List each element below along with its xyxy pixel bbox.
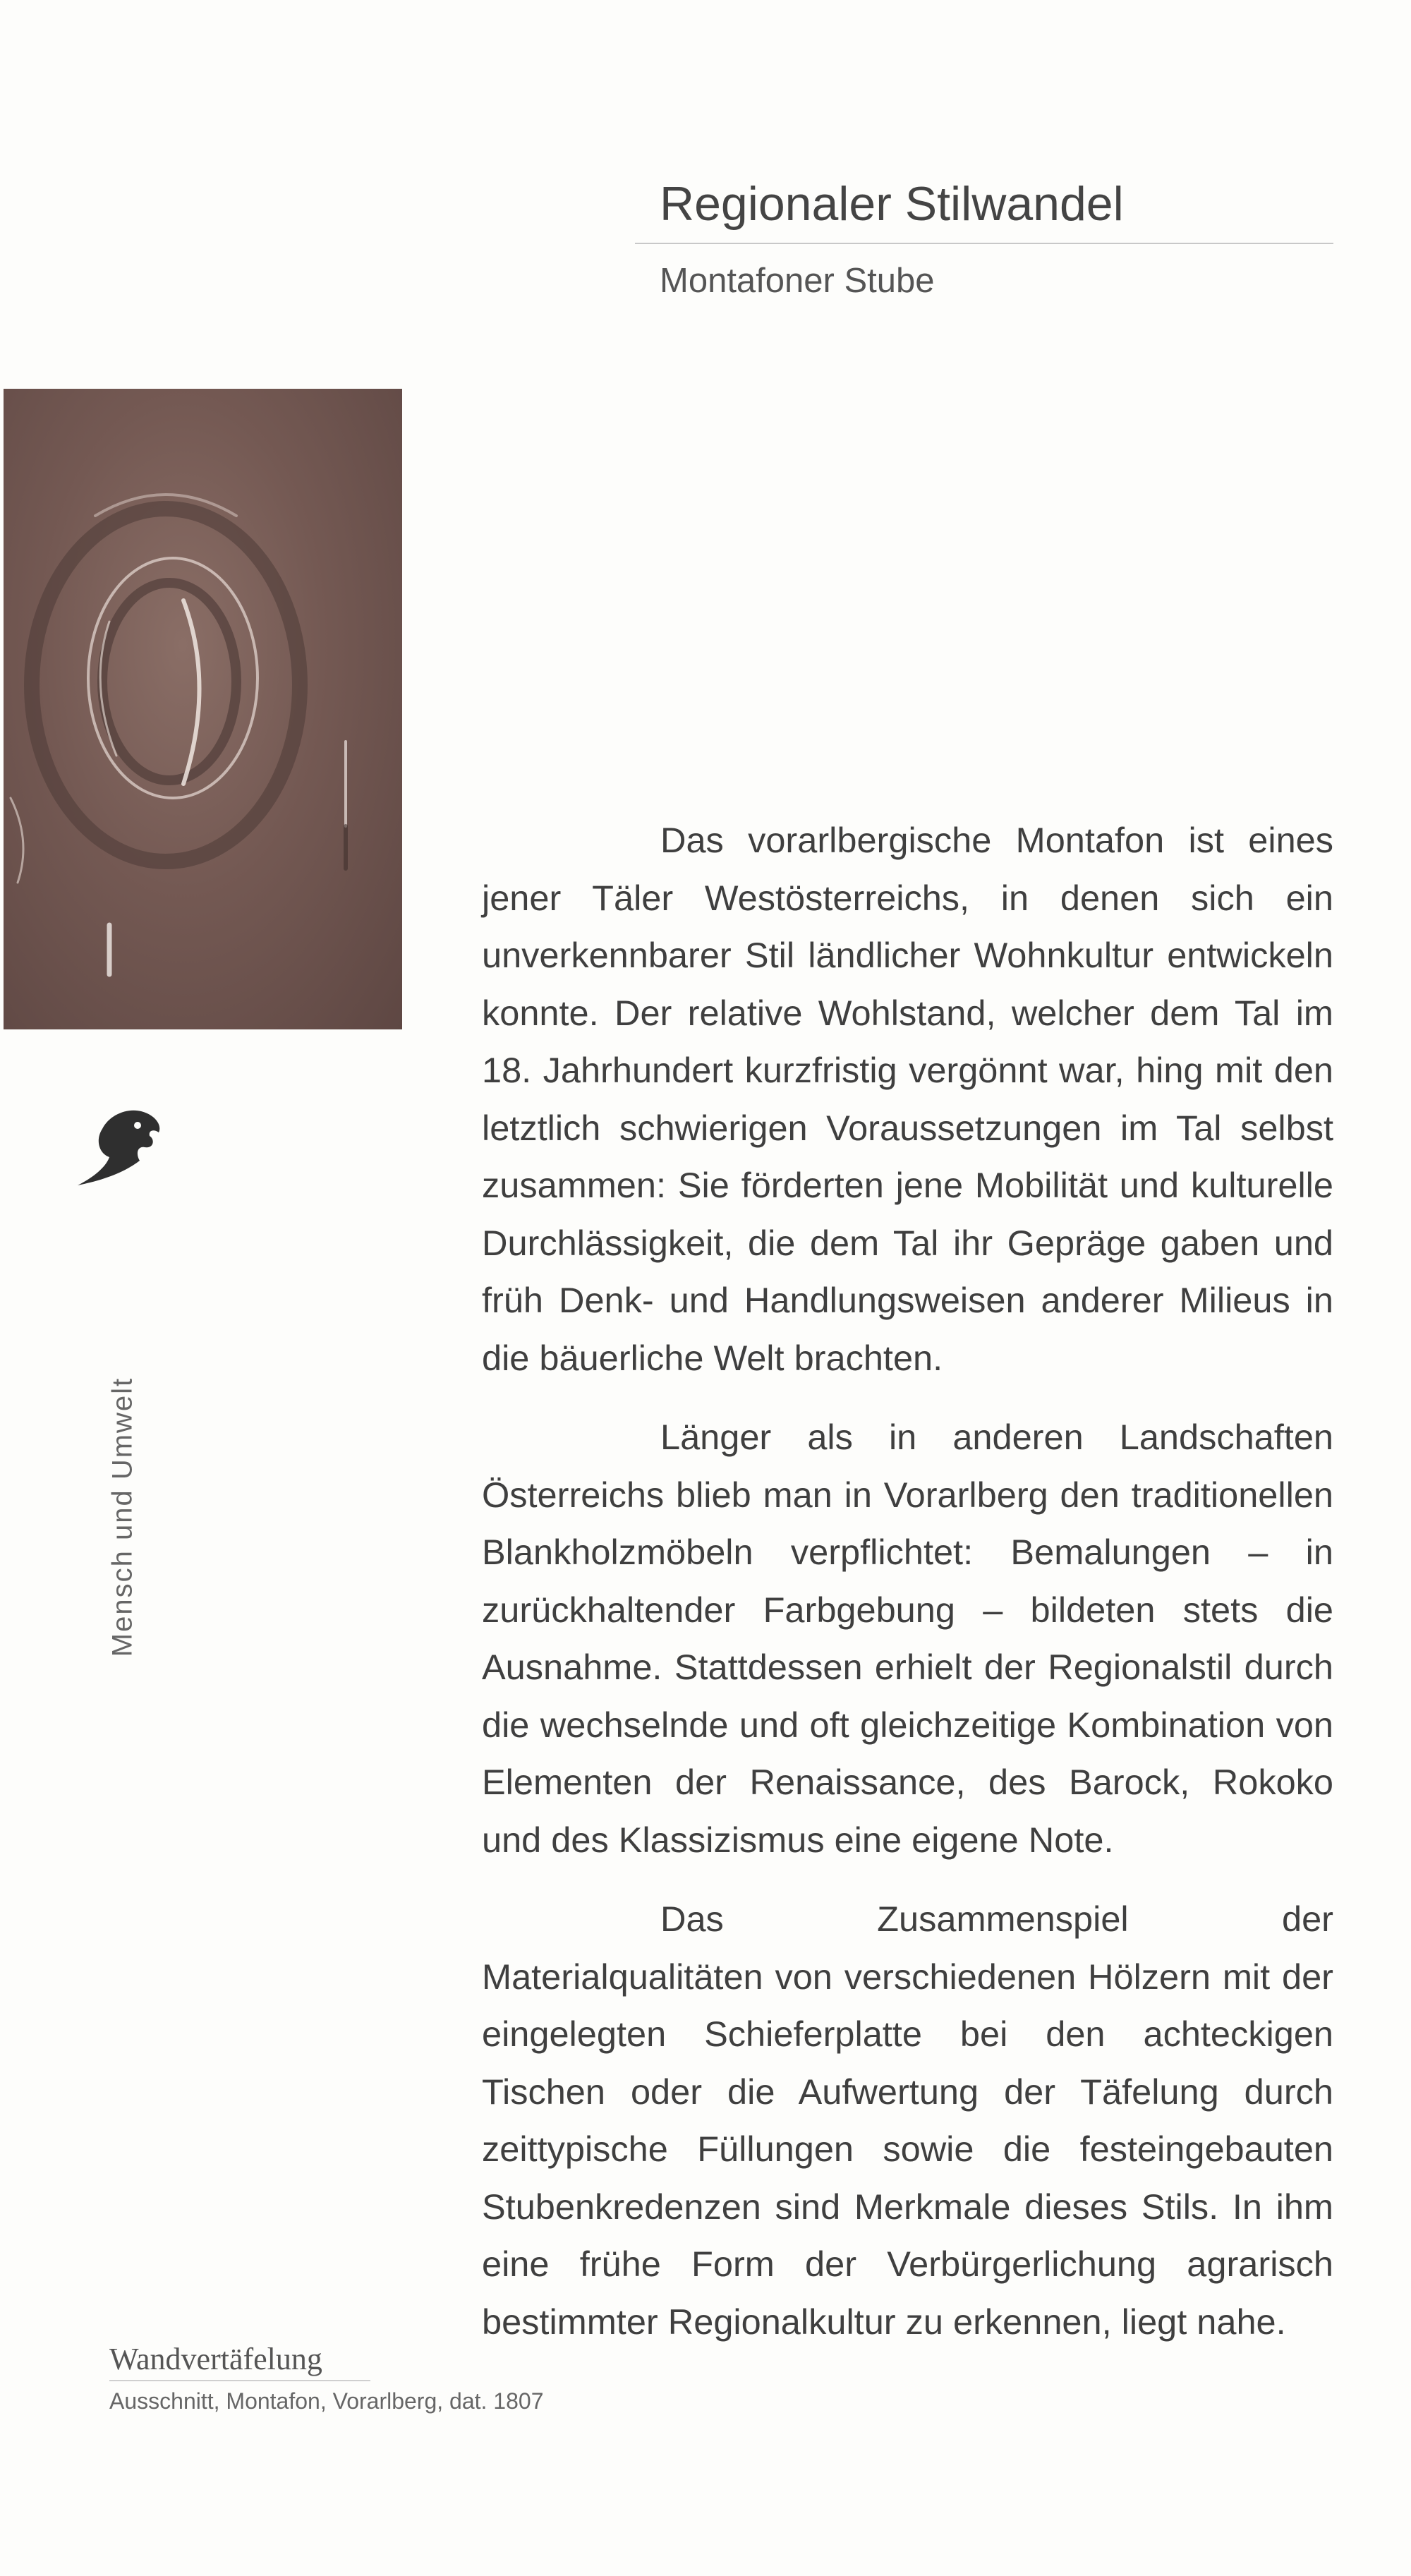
body-paragraph: Länger als in anderen Landschaften Österreichs blieb man in Vorarlberg den traditionellen Blankholzmöbeln verpflichtet: Bemalungen – in zurückhaltender Farbgebung – bildeten stets die Ausnahme. Stattdessen erhielt der Regionalstil durch die wechselnde und oft gleichzeitige Kombination von Elementen der Renaissance, des Barock, Rokoko und des Klassizismus eine eigene Note. [482, 1417, 1333, 1860]
caption-divider [109, 2380, 370, 2381]
image-caption-subtitle: Ausschnitt, Montafon, Vorarlberg, dat. 1807 [109, 2388, 544, 2414]
article-body [482, 811, 1333, 2372]
horse-head-icon [71, 1101, 166, 1192]
series-label: Mensch und Umwelt [107, 1377, 138, 1657]
body-paragraph: Das vorarlbergische Montafon ist eines jener Täler Westösterreichs, in denen sich ein unverkennbarer Stil ländlicher Wohnkultur entwickeln konnte. Der relative Wohlstand, welcher dem Tal im 18. Jahrhundert kurzfristig vergönnt war, hing mit den letztlich schwierigen Voraussetzungen im Tal selbst zusammen: Sie förderten jene Mobilität und kulturelle Durchlässigkeit, die dem Tal ihr Gepräge gaben und früh Denk- und Handlungsweisen anderer Milieus in die bäuerliche Welt brachten. [482, 820, 1333, 1378]
page-title: Regionaler Stilwandel [660, 177, 1124, 231]
wall-paneling-photo [4, 389, 402, 1029]
page-subtitle: Montafoner Stube [660, 262, 935, 300]
carved-wood-detail [4, 389, 402, 1029]
image-caption-title: Wandvertäfelung [109, 2342, 322, 2376]
body-paragraph: Das Zusammenspiel der Materialqualitäten von verschiedenen Hölzern mit der eingelegten Schieferplatte bei den achteckigen Tischen oder die Aufwertung der Täfelung durch zeittypische Füllungen sowie die festeingebauten Stubenkredenzen sind Merkmale dieses Stils. In ihm eine frühe Form der Verbürgerlichung agrarisch bestimmter Regionalkultur zu erkennen, liegt nahe. [482, 1899, 1333, 2342]
title-divider [635, 243, 1333, 244]
